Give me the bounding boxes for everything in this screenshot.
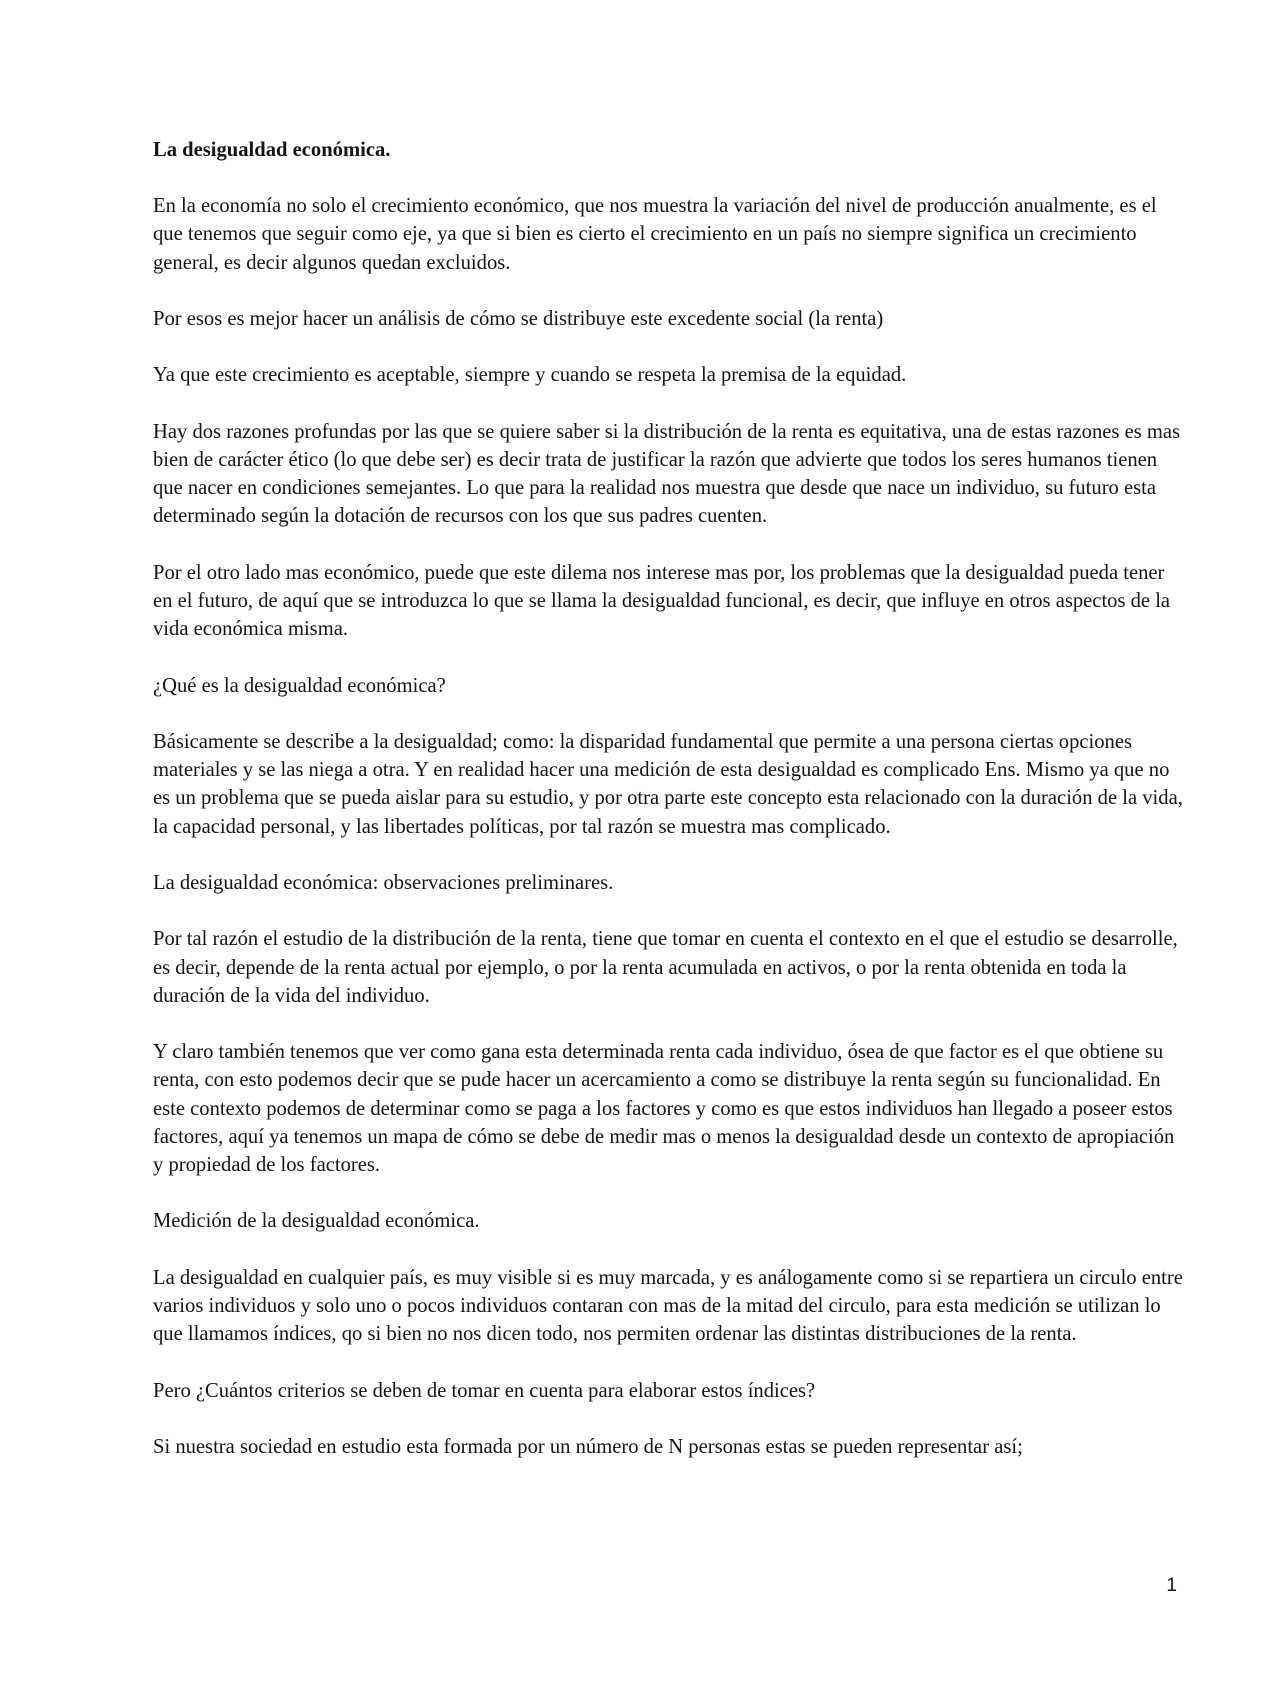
document-body <box>153 136 1185 1489</box>
section-heading-measurement: Medición de la desigualdad económica. <box>153 1210 480 1233</box>
paragraph-intro: En la economía no solo el crecimiento económico, que nos muestra la variación del nivel de producción anualmente, es el que tenemos que seguir como eje, ya que si bien es cierto el crecimiento en un país no siempre significa un crecimiento general, es decir algunos quedan excluidos. <box>153 195 1157 274</box>
paragraph-indices: La desigualdad en cualquier país, es muy visible si es muy marcada, y es análogamente como si se repartiera un circulo entre varios individuos y solo uno o pocos individuos contaran con mas de la mitad del circulo, para esta medición se utilizan lo que llamamos índices, qo si bien no nos dicen todo, nos permiten ordenar las distintas distribuciones de la renta. <box>153 1266 1183 1346</box>
page-number: 1 <box>1166 1575 1177 1596</box>
paragraph-criteria-question: Pero ¿Cuántos criterios se deben de tomar en cuenta para elaborar estos índices? <box>153 1379 816 1402</box>
paragraph-context: Por tal razón el estudio de la distribución de la renta, tiene que tomar en cuenta el contexto en el que el estudio se desarrolle, es decir, depende de la renta actual por ejemplo, o por la renta acumulada en activos, o por la renta obtenida en toda la duración de la vida del individuo. <box>153 928 1178 1007</box>
paragraph-equity: Ya que este crecimiento es aceptable, siempre y cuando se respeta la premisa de la equidad. <box>153 364 907 387</box>
paragraph-factors: Y claro también tenemos que ver como gana esta determinada renta cada individuo, ósea de que factor es el que obtiene su renta, con esto podemos decir que se pude hacer un acercamiento a como se distribuye la renta según su funcionalidad. En este contexto podemos de determinar como se paga a los factores y como es que estos individuos han llegado a poseer estos factores, aquí ya tenemos un mapa de cómo se debe de medir mas o menos la desigualdad desde un contexto de apropiación y propiedad de los factores. <box>153 1041 1175 1176</box>
paragraph-definition: Básicamente se describe a la desigualdad; como: la disparidad fundamental que permite a una persona ciertas opciones materiales y se las niega a otra. Y en realidad hacer una medición de esta desigualdad es complicado Ens. Mismo ya que no es un problema que se pueda aislar para su estudio, y por otra parte este concepto esta relacionado con la duración de la vida, la capacidad personal, y las libertades políticas, por tal razón se muestra mas complicado. <box>153 730 1183 838</box>
section-heading-what-is: ¿Qué es la desigualdad económica? <box>153 674 446 697</box>
document-title: La desigualdad económica. <box>153 139 391 161</box>
paragraph-reasons: Hay dos razones profundas por las que se quiere saber si la distribución de la renta es equitativa, una de estas razones es mas bien de carácter ético (lo que debe ser) es decir trata de justificar la razón que advierte que todos los seres humanos tienen que nacer en condiciones semejantes. Lo que para la realidad nos muestra que desde que nace un individuo, su futuro esta determinado según la dotación de recursos con los que sus padres cuenten. <box>153 420 1181 528</box>
paragraph-economic-side: Por el otro lado mas económico, puede que este dilema nos interese mas por, los problemas que la desigualdad pueda tener en el futuro, de aquí que se introduzca lo que se llama la desigualdad funcional, es decir, que influye en otros aspectos de la vida económica misma. <box>153 561 1171 641</box>
paragraph-society: Si nuestra sociedad en estudio esta formada por un número de N personas estas se pueden representar así; <box>153 1435 1023 1458</box>
section-heading-preliminary: La desigualdad económica: observaciones preliminares. <box>153 871 614 894</box>
paragraph-distribution: Por esos es mejor hacer un análisis de cómo se distribuye este excedente social (la renta) <box>153 308 884 330</box>
